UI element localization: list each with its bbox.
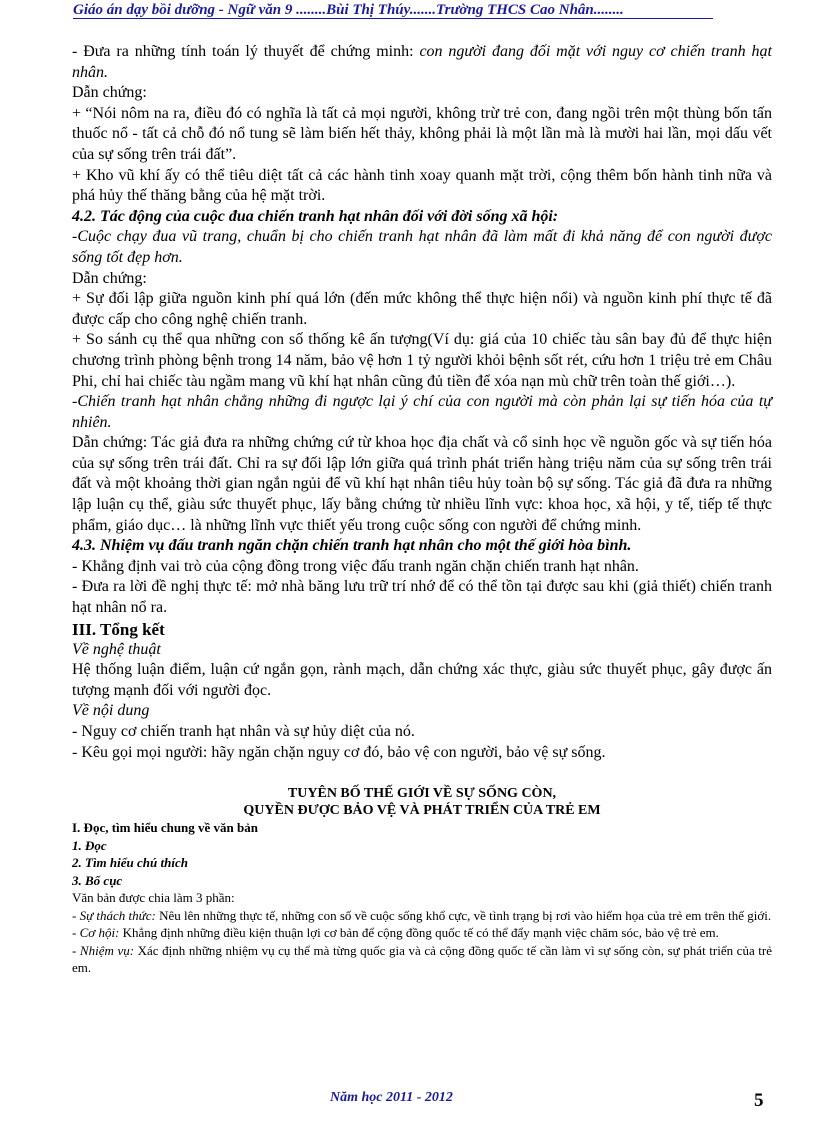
- document-title-line-2: QUYỀN ĐƯỢC BẢO VỆ VÀ PHÁT TRIỂN CỦA TRẺ EM: [243, 803, 601, 819]
- paragraph: Dẫn chứng:: [72, 84, 147, 102]
- page-number: 5: [754, 1090, 764, 1111]
- paragraph: + “Nói nôm na ra, điều đó có nghĩa là tất cả mọi người, không trừ trẻ con, đang ngồi trên một thùng bốn tấn thuốc nổ - tất cả chỗ đó nổ tung sẽ làm biến hết thảy, không phải là một lần mà là mười hai lần, mọi dấu vết của sự sống trên trái đất”.: [72, 104, 772, 163]
- paragraph: Hệ thống luận điểm, luận cứ ngắn gọn, rành mạch, dẫn chứng xác thực, giàu sức thuyết phục, gây được ấn tượng mạnh đối với người đọc.: [72, 661, 772, 699]
- subheading-content: Về nội dung: [72, 702, 150, 720]
- subheading-notes: 2. Tìm hiểu chú thích: [72, 855, 188, 871]
- subheading-art: Về nghệ thuật: [72, 640, 161, 658]
- section-heading-iii: III. Tổng kết: [72, 619, 165, 639]
- section-heading-i: I. Đọc, tìm hiểu chung về văn bản: [72, 820, 258, 836]
- list-item: - Sự thách thức: Nêu lên những thực tế, những con số về cuộc sống khổ cực, về tình trạng bị rơi vào hiểm họa của trẻ em trên thế giới.: [72, 907, 772, 923]
- paragraph: Dẫn chứng:: [72, 269, 147, 287]
- paragraph: -Chiến tranh hạt nhân chẳng những đi ngược lại ý chí của con người mà còn phản lại sự tiến hóa của tự nhiên.: [72, 393, 772, 431]
- section-heading-4-2: 4.2. Tác động của cuộc đua chiến tranh hạt nhân đối với đời sống xã hội:: [72, 207, 559, 225]
- paragraph: - Khẳng định vai trò của cộng đồng trong việc đấu tranh ngăn chặn chiến tranh hạt nhân.: [72, 557, 639, 575]
- paragraph: - Đưa ra lời đề nghị thực tế: mở nhà băng lưu trữ trí nhớ để có thể tồn tại được sau khi (giả thiết) chiến tranh hạt nhân nổ ra.: [72, 578, 772, 617]
- paragraph: Văn bản được chia làm 3 phần:: [72, 890, 235, 906]
- paragraph: + Kho vũ khí ấy có thể tiêu diệt tất cả các hành tinh xoay quanh mặt trời, cộng thêm bốn hành tinh nữa và phá hủy thế thăng bằng của hệ mặt trời.: [72, 166, 772, 205]
- subheading-structure: 3. Bố cục: [72, 872, 123, 888]
- paragraph: + Sự đối lập giữa nguồn kinh phí quá lớn (đến mức không thể thực hiện nổi) và nguồn kinh phí thực tế đã được cấp cho công nghệ chiến tranh.: [72, 290, 772, 328]
- list-item: - Kêu gọi mọi người: hãy ngăn chặn nguy cơ đó, bảo vệ con người, bảo vệ sự sống.: [72, 743, 606, 761]
- paragraph: Dẫn chứng: Tác giả đưa ra những chứng cứ từ khoa học địa chất và cổ sinh học về nguồn gốc và sự tiến hóa của sự sống trên trái đất. Chỉ ra sự đối lập lớn giữa quá trình phát triển hàng triệu năm của sự sống trên trái đất và một khoảng thời gian ngắn ngủi để vũ khí hạt nhân tiêu hủy toàn bộ sự sống. Tác giả đã đưa ra những lập luận cụ thể, giàu sức thuyết phục, lấy bằng chứng từ nhiều lĩnh vực: khoa học, xã hội, y tế, tiếp tế thực phẩm, giáo dục… là những lĩnh vực thiết yếu trong cuộc sống con người để chứng minh.: [72, 434, 772, 534]
- paragraph: - Đưa ra những tính toán lý thuyết để chứng minh: con người đang đối mặt với nguy cơ chiến tranh hạt nhân.: [72, 43, 773, 81]
- subheading-read: 1. Đọc: [72, 837, 107, 853]
- page-header: Giáo án dạy bồi dưỡng - Ngữ văn 9 ........Bùi Thị Thúy.......Trường THCS Cao Nhân........: [73, 2, 713, 19]
- paragraph: -Cuộc chạy đua vũ trang, chuẩn bị cho chiến tranh hạt nhân đã làm mất đi khả năng để con người được sống tốt đẹp hơn.: [72, 228, 772, 266]
- page-footer: Năm học 2011 - 2012: [330, 1090, 453, 1105]
- list-item: - Cơ hội: Khẳng định những điều kiện thuận lợi cơ bản để cộng đồng quốc tế có thể đẩy mạnh việc chăm sóc, bảo vệ trẻ em.: [72, 925, 719, 941]
- list-item: - Nguy cơ chiến tranh hạt nhân và sự hủy diệt của nó.: [72, 723, 415, 740]
- paragraph: + So sánh cụ thể qua những con số thống kê ấn tượng(Ví dụ: giá của 10 chiếc tàu sân bay đủ để thực hiện chương trình phòng bệnh trong 14 năm, bảo vệ hơn 1 tỷ người khỏi bệnh sốt rét, cứu hơn 1 triệu trẻ em Châu Phi, chỉ hai chiếc tàu ngầm mang vũ khí hạt nhân cũng đủ tiền để xóa nạn mù chữ trên toàn thế giới…).: [72, 331, 772, 390]
- list-item: - Nhiệm vụ: Xác định những nhiệm vụ cụ thể mà từng quốc gia và cả cộng đồng quốc tế cần làm vì sự sống còn, sự phát triển của trẻ em.: [72, 942, 773, 976]
- document-title-line-1: TUYÊN BỐ THẾ GIỚI VỀ SỰ SỐNG CÒN,: [287, 786, 557, 802]
- section-heading-4-3: 4.3. Nhiệm vụ đấu tranh ngăn chặn chiến tranh hạt nhân cho một thế giới hòa bình.: [72, 537, 632, 555]
- page-body: [72, 42, 772, 977]
